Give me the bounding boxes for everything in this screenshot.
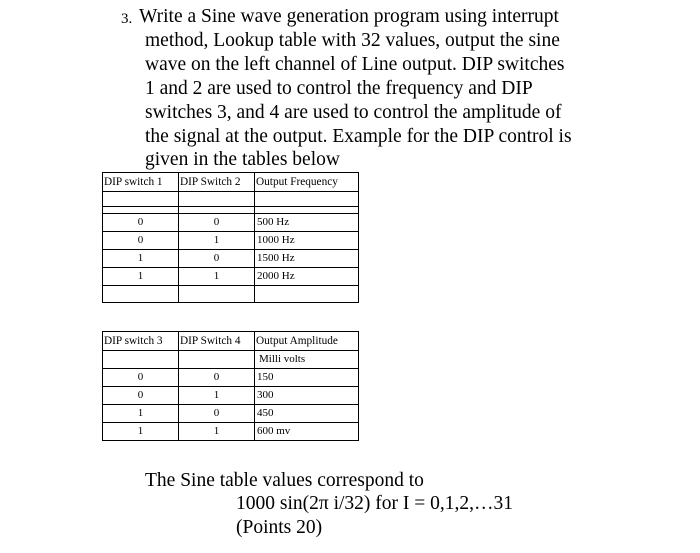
table-cell: 0 (179, 405, 255, 423)
table-cell: 1 (103, 268, 179, 286)
frequency-table (102, 172, 359, 303)
unit-subheader: Milli volts (255, 351, 359, 369)
table-cell: 500 Hz (255, 214, 359, 232)
header-cell: DIP switch 3 (103, 332, 179, 351)
table-cell: 1 (103, 405, 179, 423)
table-cell: 300 (255, 387, 359, 405)
table-row (103, 250, 359, 268)
table-cell: 0 (103, 369, 179, 387)
table-cell: 0 (179, 250, 255, 268)
amplitude-table (102, 331, 359, 441)
header-cell: Output Amplitude (255, 332, 359, 351)
table-cell: 1000 Hz (255, 232, 359, 250)
table-row (103, 351, 359, 369)
question-line-6: the signal at the output. Example for the DIP control is (145, 126, 572, 147)
question-line-4: 1 and 2 are used to control the frequency and DIP (145, 78, 533, 99)
table-cell: 0 (103, 232, 179, 250)
question-line-7: given in the tables below (145, 149, 340, 170)
header-cell: DIP Switch 4 (179, 332, 255, 351)
table-cell: 150 (255, 369, 359, 387)
question-line-3: wave on the left channel of Line output. DIP switches (145, 54, 565, 75)
table-row (103, 369, 359, 387)
header-cell: DIP Switch 2 (179, 173, 255, 192)
table-cell: 0 (103, 387, 179, 405)
table-row (103, 423, 359, 441)
question-line-2: method, Lookup table with 32 values, output the sine (145, 30, 560, 51)
amplitude-table-header (103, 332, 359, 351)
frequency-table-header (103, 173, 359, 192)
sine-formula: 1000 sin(2π i/32) for I = 0,1,2,…31 (236, 493, 514, 514)
header-cell: DIP switch 1 (103, 173, 179, 192)
table-row (103, 405, 359, 423)
table-cell: 2000 Hz (255, 268, 359, 286)
table-cell: 0 (103, 214, 179, 232)
table-row (103, 286, 359, 303)
table-cell: 1500 Hz (255, 250, 359, 268)
table-cell: 450 (255, 405, 359, 423)
table-row (103, 207, 359, 214)
table-cell: 1 (179, 268, 255, 286)
table-cell: 1 (103, 250, 179, 268)
table-cell: 600 mv (255, 423, 359, 441)
question-line-5: switches 3, and 4 are used to control the amplitude of (145, 102, 562, 123)
question-line-1: Write a Sine wave generation program using interrupt (139, 6, 559, 27)
header-cell: Output Frequency (255, 173, 359, 192)
table-row (103, 268, 359, 286)
footer-line-1: The Sine table values correspond to (145, 470, 424, 491)
table-cell: 1 (179, 387, 255, 405)
table-row (103, 214, 359, 232)
table-row (103, 387, 359, 405)
table-cell: 1 (179, 423, 255, 441)
table-row (103, 232, 359, 250)
question-number: 3. (121, 11, 133, 27)
table-cell: 1 (103, 423, 179, 441)
points-label: (Points 20) (236, 517, 323, 538)
table-cell: 0 (179, 369, 255, 387)
table-row (103, 192, 359, 207)
table-cell: 0 (179, 214, 255, 232)
table-cell: 1 (179, 232, 255, 250)
